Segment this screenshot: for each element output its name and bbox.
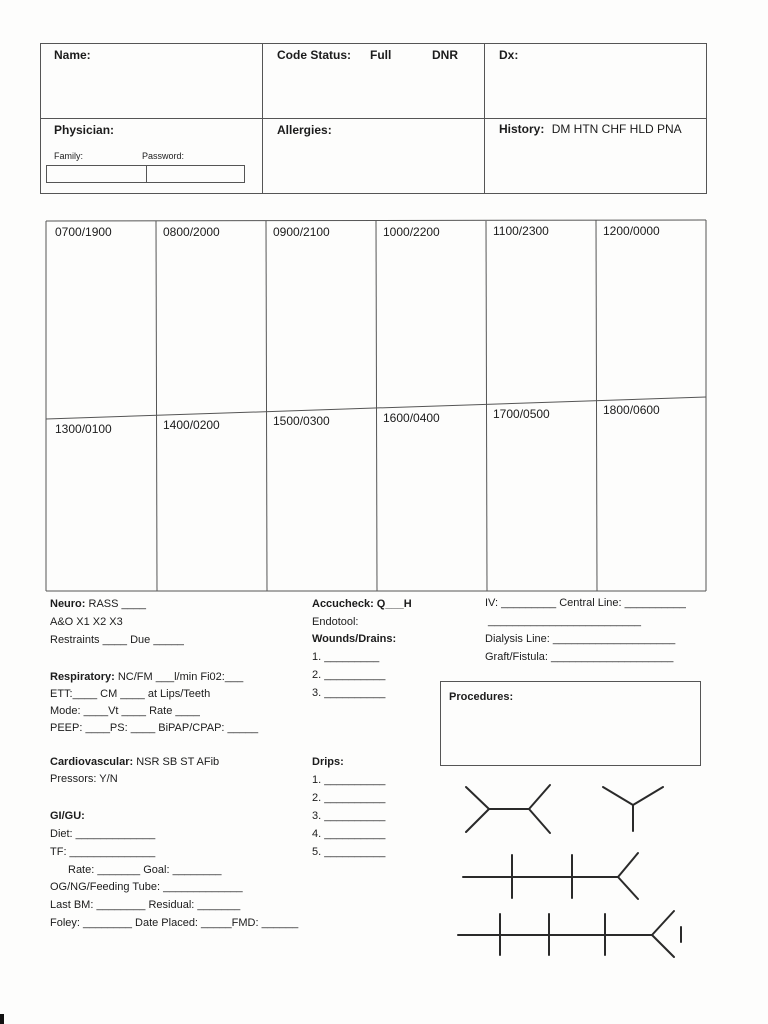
time-slot: 0700/1900 xyxy=(55,225,112,239)
restraints-line: Restraints ____ Due _____ xyxy=(50,634,184,646)
endotool-line: Endotool: xyxy=(312,616,359,628)
code-full-option: Full xyxy=(370,48,392,62)
tf-line: TF: ______________ xyxy=(50,846,156,858)
time-slot: 0800/2000 xyxy=(163,225,220,239)
accucheck-line: Accucheck: Q___H xyxy=(312,598,412,610)
rhythm-options: NSR SB ST AFib xyxy=(136,756,220,768)
code-dnr-option: DNR xyxy=(432,48,458,62)
bmp-fishbone xyxy=(463,853,638,899)
history-label: History: xyxy=(499,122,545,136)
gigu-label: GI/GU: xyxy=(50,810,85,822)
drips-label: Drips: xyxy=(312,756,344,768)
physician-label: Physician: xyxy=(54,123,115,137)
respiratory-fields: NC/FM ___l/min Fi02:___ xyxy=(117,671,244,683)
name-label: Name: xyxy=(54,48,91,62)
mode-line: Mode: ____Vt ____ Rate ____ xyxy=(50,705,200,717)
drip-item: 4. __________ xyxy=(312,828,386,840)
dialysis-line: Dialysis Line: ____________________ xyxy=(485,633,676,645)
foley-line: Foley: ________ Date Placed: _____FMD: ______ xyxy=(50,917,299,929)
time-slot: 1400/0200 xyxy=(163,418,220,432)
last-bm-line: Last BM: ________ Residual: _______ xyxy=(50,899,241,911)
procedures-label: Procedures: xyxy=(449,691,514,703)
time-slot: 1500/0300 xyxy=(273,414,330,428)
feeding-tube-line: OG/NG/Feeding Tube: _____________ xyxy=(50,881,243,893)
cbc-fishbone xyxy=(466,785,550,833)
time-slot: 1100/2300 xyxy=(493,224,549,238)
rass-field: RASS ____ xyxy=(88,598,146,610)
abg-y-diagram xyxy=(603,787,663,831)
time-slot: 1300/0100 xyxy=(55,422,112,436)
pressors-line: Pressors: Y/N xyxy=(50,773,118,785)
ao-line: A&O X1 X2 X3 xyxy=(50,616,123,628)
dx-label: Dx: xyxy=(499,48,519,62)
time-slot: 0900/2100 xyxy=(273,225,330,239)
ett-line: ETT:____ CM ____ at Lips/Teeth xyxy=(50,688,211,700)
allergies-label: Allergies: xyxy=(277,123,332,137)
respiratory-label: Respiratory: xyxy=(50,671,115,683)
wound-item: 1. _________ xyxy=(312,651,380,663)
diet-line: Diet: _____________ xyxy=(50,828,156,840)
drip-item: 3. __________ xyxy=(312,810,386,822)
time-slot: 1600/0400 xyxy=(383,411,440,425)
lft-fishbone xyxy=(458,911,681,957)
history-items: DM HTN CHF HLD PNA xyxy=(551,122,682,136)
corner-mark xyxy=(0,1014,4,1024)
time-slot: 1700/0500 xyxy=(493,407,550,421)
time-slot: 1800/0600 xyxy=(603,403,660,417)
rate-goal-line: Rate: _______ Goal: ________ xyxy=(68,864,222,876)
time-slot: 1200/0000 xyxy=(603,224,660,238)
code-status-label: Code Status: xyxy=(277,48,352,62)
drip-item: 2. __________ xyxy=(312,792,386,804)
iv-line: IV: _________ Central Line: __________ xyxy=(485,597,686,609)
neuro-label: Neuro: xyxy=(50,598,86,610)
graft-line: Graft/Fistula: ____________________ xyxy=(485,651,674,663)
peep-line: PEEP: ____PS: ____ BiPAP/CPAP: _____ xyxy=(50,722,259,734)
time-slot: 1000/2200 xyxy=(383,225,440,239)
password-label: Password: xyxy=(142,151,185,161)
drip-item: 1. __________ xyxy=(312,774,386,786)
wound-item: 3. __________ xyxy=(312,687,386,699)
wounds-label: Wounds/Drains: xyxy=(312,633,397,645)
iv-blank-line: _________________________ xyxy=(488,615,641,627)
family-label: Family: xyxy=(54,151,83,161)
wound-item: 2. __________ xyxy=(312,669,386,681)
cardio-label: Cardiovascular: xyxy=(50,756,134,768)
drip-item: 5. __________ xyxy=(312,846,386,858)
